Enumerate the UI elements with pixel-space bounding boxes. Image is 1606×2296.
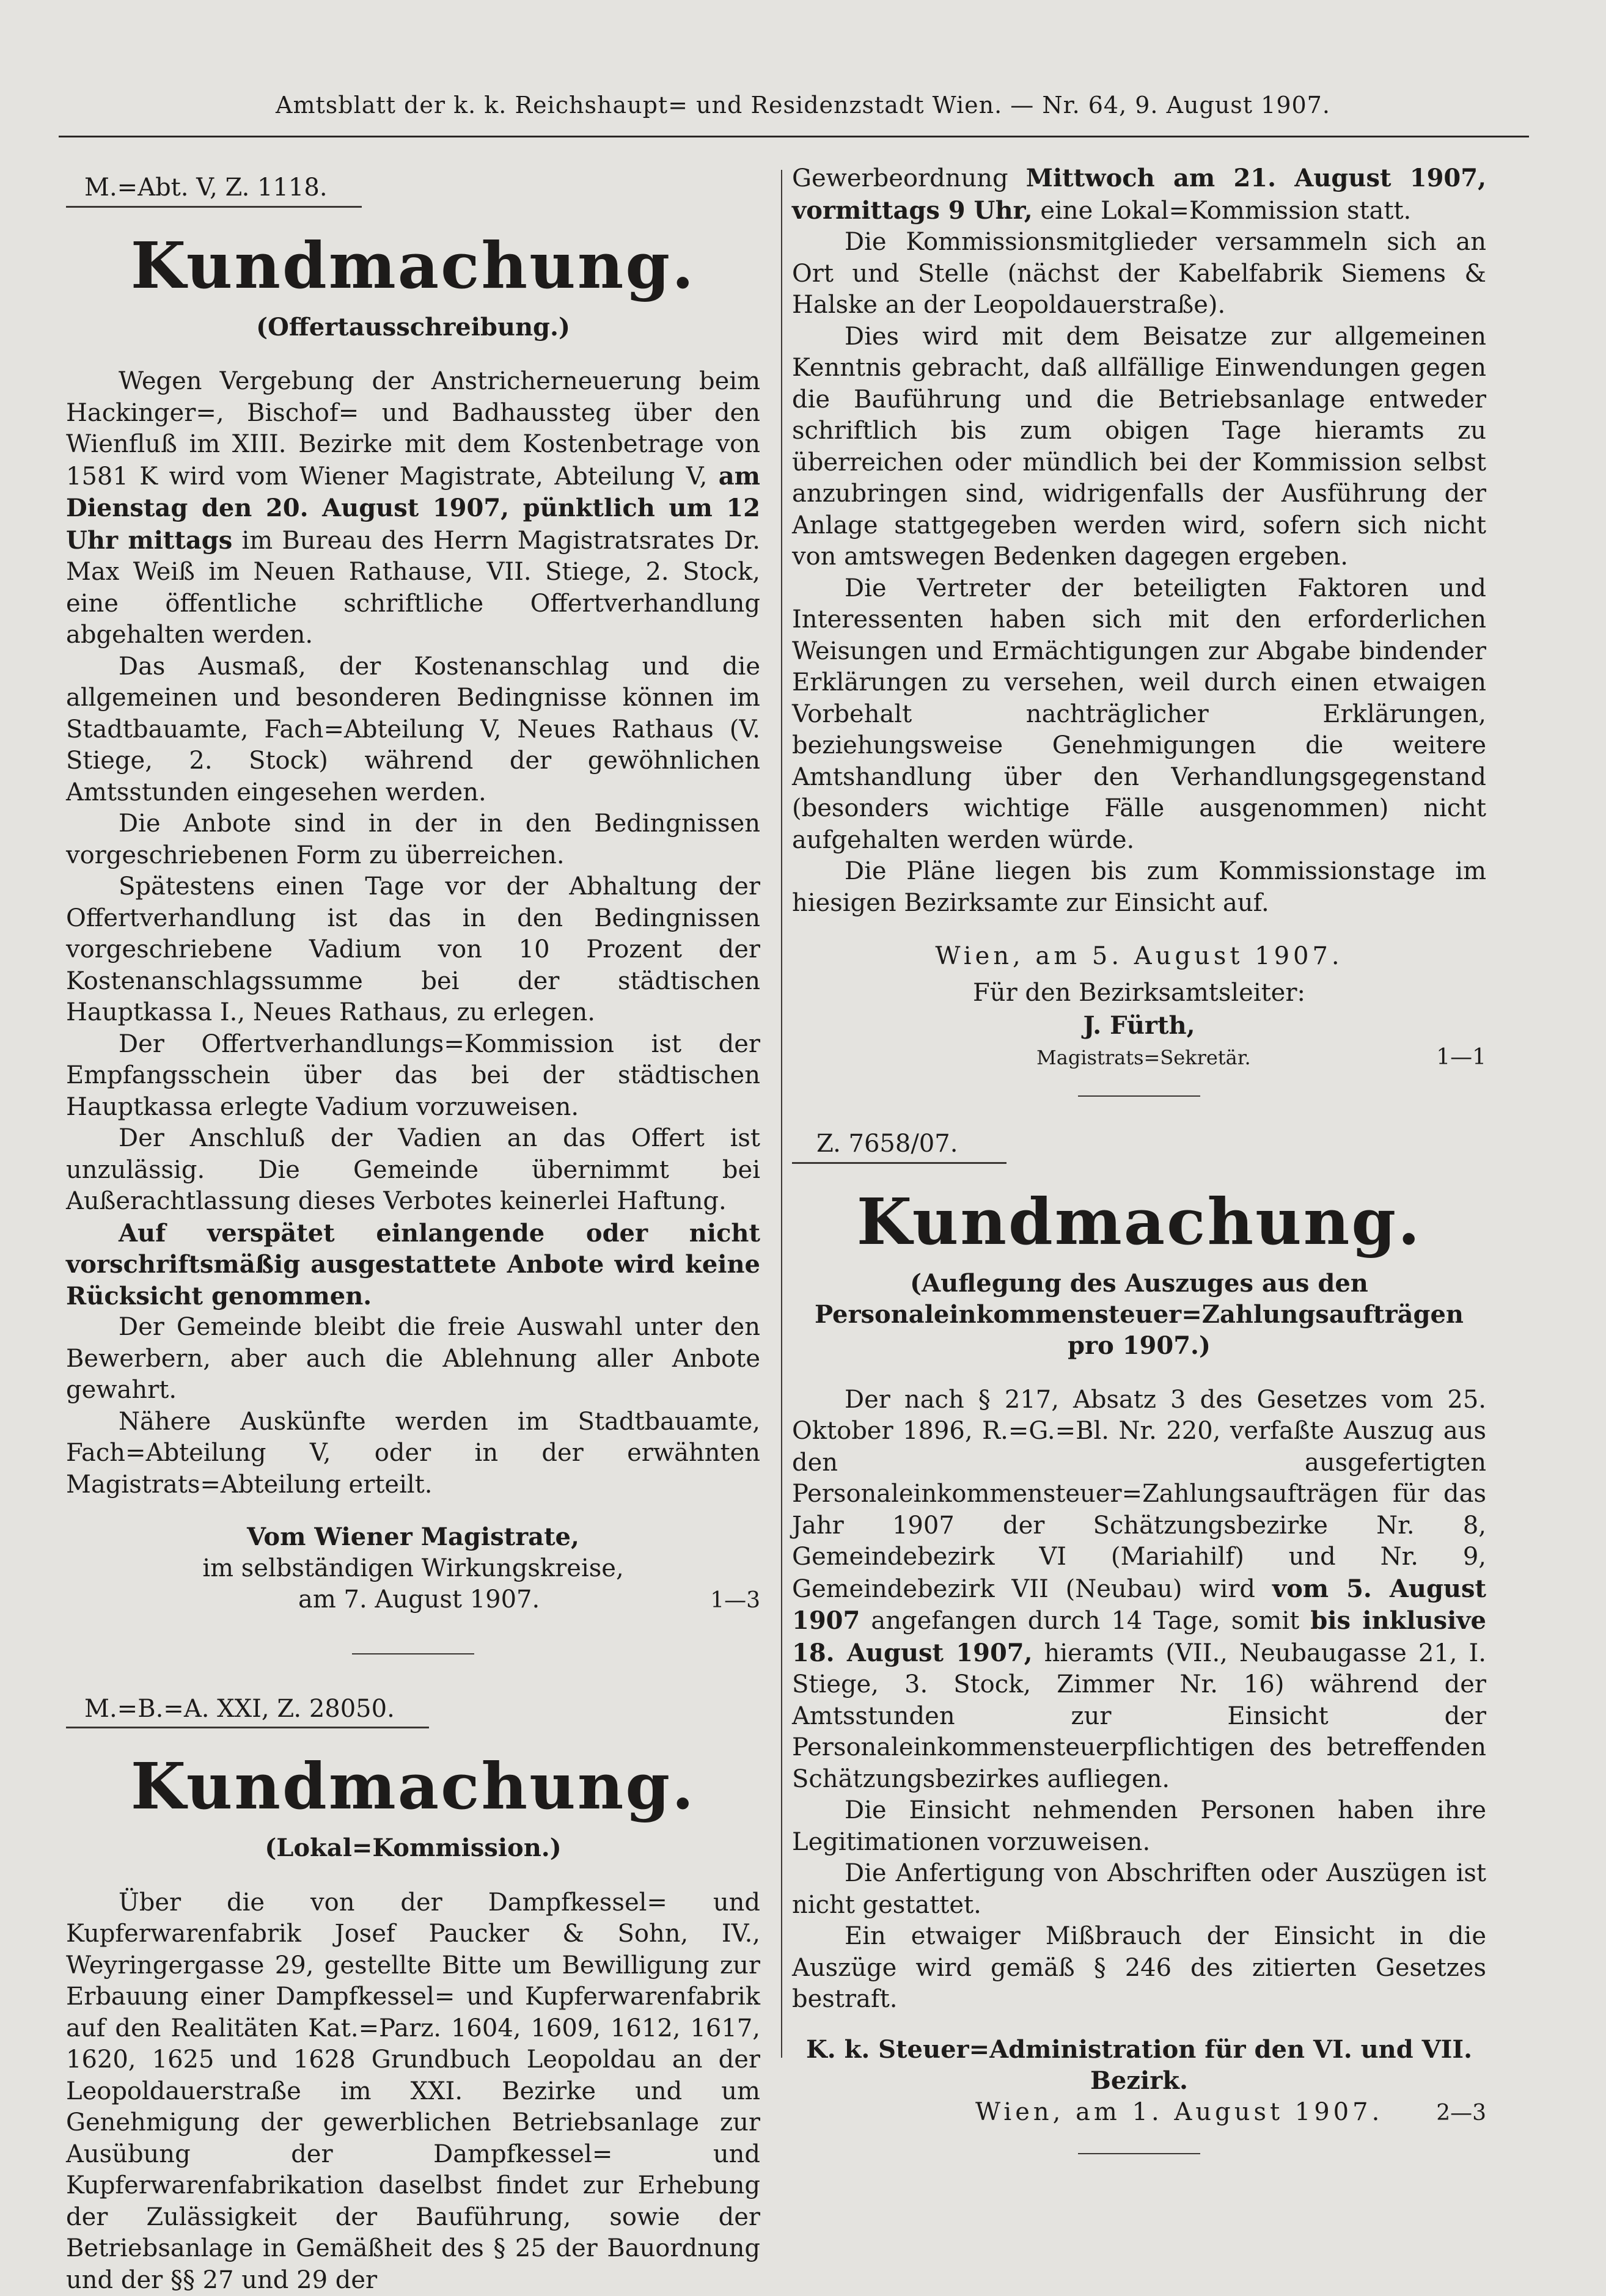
notice-number: 1—1	[1436, 1042, 1486, 1073]
section-rule	[1078, 2153, 1200, 2154]
notice-lokal-kommission	[66, 1686, 760, 2296]
notice-number: 2—3	[1436, 2097, 1486, 2129]
notice-date: Wien, am 5. August 1907.	[792, 941, 1486, 973]
notice-reference: Z. 7658/07.	[792, 1128, 1007, 1164]
notice-subheading: (Offertausschreibung.)	[66, 312, 760, 343]
notice-signature-sub: im selbständigen Wirkungskreise,	[66, 1553, 760, 1585]
notice-date-row	[66, 1584, 760, 1617]
notice-subheading: (Auflegung des Auszuges aus den Personaleinkommensteuer=Zahlungsaufträgen pro 1907.)	[792, 1268, 1486, 1361]
notice-paragraph: Spätestens einen Tage vor der Abhaltung der Offertverhandlung ist das in den Bedingnissen vorgeschriebene Vadium von 10 Prozent der Kostenanschlagssumme bei der städtischen Hauptkassa I., Neues Rathaus, zu erlegen.	[66, 871, 760, 1029]
notice-date-row	[792, 2097, 1486, 2129]
notice-paragraph: Der Gemeinde bleibt die freie Auswahl unter den Bewerbern, aber auch die Ablehnung aller Anbote gewahrt.	[66, 1312, 760, 1406]
notice-signature: Vom Wiener Magistrate,	[66, 1521, 760, 1553]
notice-paragraph: Wegen Vergebung der Anstricherneuerung beim Hackinger=, Bischof= und Badhaussteg über den Wienfluß im XIII. Bezirke mit dem Kostenbetrage von 1581 K wird vom Wiener Magistrate, Abteilung V, am Dienstag den 20. August 1907, pünktlich um 12 Uhr mittags im Bureau des Herrn Magistratsrates Dr. Max Weiß im Neuen Rathause, VII. Stiege, 2. Stock, eine öffentliche schriftliche Offertverhandlung abgehalten werden.	[66, 366, 760, 651]
notice-paragraph: Ein etwaiger Mißbrauch der Einsicht in die Auszüge wird gemäß § 246 des zitierten Gesetzes bestraft.	[792, 1921, 1486, 2016]
notice-paragraph: Dies wird mit dem Beisatze zur allgemeinen Kenntnis gebracht, daß allfällige Einwendungen gegen die Bauführung und die Betriebsanlage entweder schriftlich bis zum obigen Tage hieramts zu überreichen oder mündlich bei der Kommission selbst anzubringen sind, widrigenfalls der Ausführung der Anlage stattgegeben werden wird, sofern sich nicht von amtswegen Bedenken dagegen ergeben.	[792, 321, 1486, 573]
notice-paragraph: Nähere Auskünfte werden im Stadtbauamte, Fach=Abteilung V, oder in der erwähnten Magistrats=Abteilung erteilt.	[66, 1406, 760, 1501]
notice-heading: Kundmachung.	[792, 1182, 1486, 1262]
notice-reference: M.=B.=A. XXI, Z. 28050.	[66, 1694, 429, 1729]
notice-date: am 7. August 1907.	[298, 1584, 540, 1616]
notice-signer-row	[792, 1042, 1486, 1074]
column-divider	[781, 170, 782, 2058]
right-column	[792, 163, 1486, 2186]
notice-paragraph: Die Pläne liegen bis zum Kommissionstage im hiesigen Bezirksamte zur Einsicht auf.	[792, 856, 1486, 919]
section-rule	[1078, 1095, 1200, 1097]
notice-paragraph: Die Vertreter der beteiligten Faktoren und Interessenten haben sich mit den erforderlichen Weisungen und Ermächtigungen zur Abgabe bindender Erklärungen zu versehen, weil durch einen etwaigen Vorbehalt nachträglicher Erklärungen, beziehungsweise Genehmigungen die weitere Amtshandlung über den Verhandlungsgegenstand (besonders wichtige Fälle ausgenommen) nicht aufgehalten werden würde.	[792, 573, 1486, 857]
notice-paragraph: Die Anbote sind in der in den Bedingnissen vorgeschriebenen Form zu überreichen.	[66, 808, 760, 871]
notice-number: 1—3	[710, 1585, 760, 1617]
notice-date: Wien, am 1. August 1907.	[975, 2097, 1383, 2129]
notice-heading: Kundmachung.	[66, 1747, 760, 1826]
notice-signer: J. Fürth,	[792, 1010, 1486, 1042]
notice-steuer-auszug	[792, 1121, 1486, 2129]
notice-paragraph: Der Offertverhandlungs=Kommission ist der Empfangsschein über das bei der städtischen Hauptkassa erlegte Vadium vorzuweisen.	[66, 1029, 760, 1124]
notice-lokal-kommission-continued	[792, 163, 1486, 1073]
notice-paragraph-bold: Auf verspätet einlangende oder nicht vorschriftsmäßig ausgestattete Anbote wird keine Rücksicht genommen.	[66, 1218, 760, 1312]
notice-paragraph: Der nach § 217, Absatz 3 des Gesetzes vom 25. Oktober 1896, R.=G.=Bl. Nr. 220, verfaßte Auszug aus den ausgefertigten Personaleinkommensteuer=Zahlungsaufträgen für das Jahr 1907 der Schätzungsbezirke Nr. 8, Gemeindebezirk VI (Mariahilf) und Nr. 9, Gemeindebezirk VII (Neubau) wird vom 5. August 1907 angefangen durch 14 Tage, somit bis inklusive 18. August 1907, hieramts (VII., Neubaugasse 21, I. Stiege, 3. Stock, Zimmer Nr. 16) während der Amtsstunden zur Einsicht der Personaleinkommensteuerpflichtigen des betreffenden Schätzungsbezirkes aufliegen.	[792, 1384, 1486, 1796]
running-head: Amtsblatt der k. k. Reichshaupt= und Residenzstadt Wien. — Nr. 64, 9. August 1907.	[0, 92, 1606, 119]
notice-paragraph: Das Ausmaß, der Kostenanschlag und die allgemeinen und besonderen Bedingnisse können im Stadtbauamte, Fach=Abteilung V, Neues Rathaus (V. Stiege, 2. Stock) während der gewöhnlichen Amtsstunden eingesehen werden.	[66, 651, 760, 809]
notice-offertausschreibung	[66, 165, 760, 1617]
notice-subheading: (Lokal=Kommission.)	[66, 1832, 760, 1864]
notice-paragraph: Gewerbeordnung Mittwoch am 21. August 1907, vormittags 9 Uhr, eine Lokal=Kommission statt.	[792, 163, 1486, 227]
header-rule	[59, 136, 1529, 137]
notice-paragraph: Die Anfertigung von Abschriften oder Auszügen ist nicht gestattet.	[792, 1858, 1486, 1921]
notice-signature: Für den Bezirksamtsleiter:	[792, 978, 1486, 1009]
section-rule	[352, 1653, 474, 1654]
left-column	[66, 165, 760, 2296]
notice-paragraph: Die Einsicht nehmenden Personen haben ihre Legitimationen vorzuweisen.	[792, 1795, 1486, 1858]
notice-paragraph: Über die von der Dampfkessel= und Kupferwarenfabrik Josef Paucker & Sohn, IV., Weyringergasse 29, gestellte Bitte um Bewilligung zur Erbauung einer Dampfkessel= und Kupferwarenfabrik auf den Realitäten Kat.=Parz. 1604, 1609, 1612, 1617, 1620, 1625 und 1628 Grundbuch Leopoldau an der Leopoldauerstraße im XXI. Bezirke und um Genehmigung der gewerblichen Betriebsanlage zur Ausübung der Dampfkessel= und Kupferwarenfabrikation daselbst findet zur Erhebung der Zulässigkeit der Bauführung, sowie der Betriebsanlage in Gemäßheit des § 25 der Bauordnung und der §§ 27 und 29 der	[66, 1887, 760, 2296]
notice-signer-title: Magistrats=Sekretär.	[1036, 1042, 1251, 1074]
notice-signature: K. k. Steuer=Administration für den VI. und VII. Bezirk.	[792, 2034, 1486, 2097]
notice-reference: M.=Abt. V, Z. 1118.	[66, 172, 362, 208]
notice-heading: Kundmachung.	[66, 226, 760, 305]
notice-paragraph: Der Anschluß der Vadien an das Offert ist unzulässig. Die Gemeinde übernimmt bei Außerachtlassung dieses Verbotes keinerlei Haftung.	[66, 1123, 760, 1218]
notice-paragraph: Die Kommissionsmitglieder versammeln sich an Ort und Stelle (nächst der Kabelfabrik Siemens & Halske an der Leopoldauerstraße).	[792, 227, 1486, 321]
